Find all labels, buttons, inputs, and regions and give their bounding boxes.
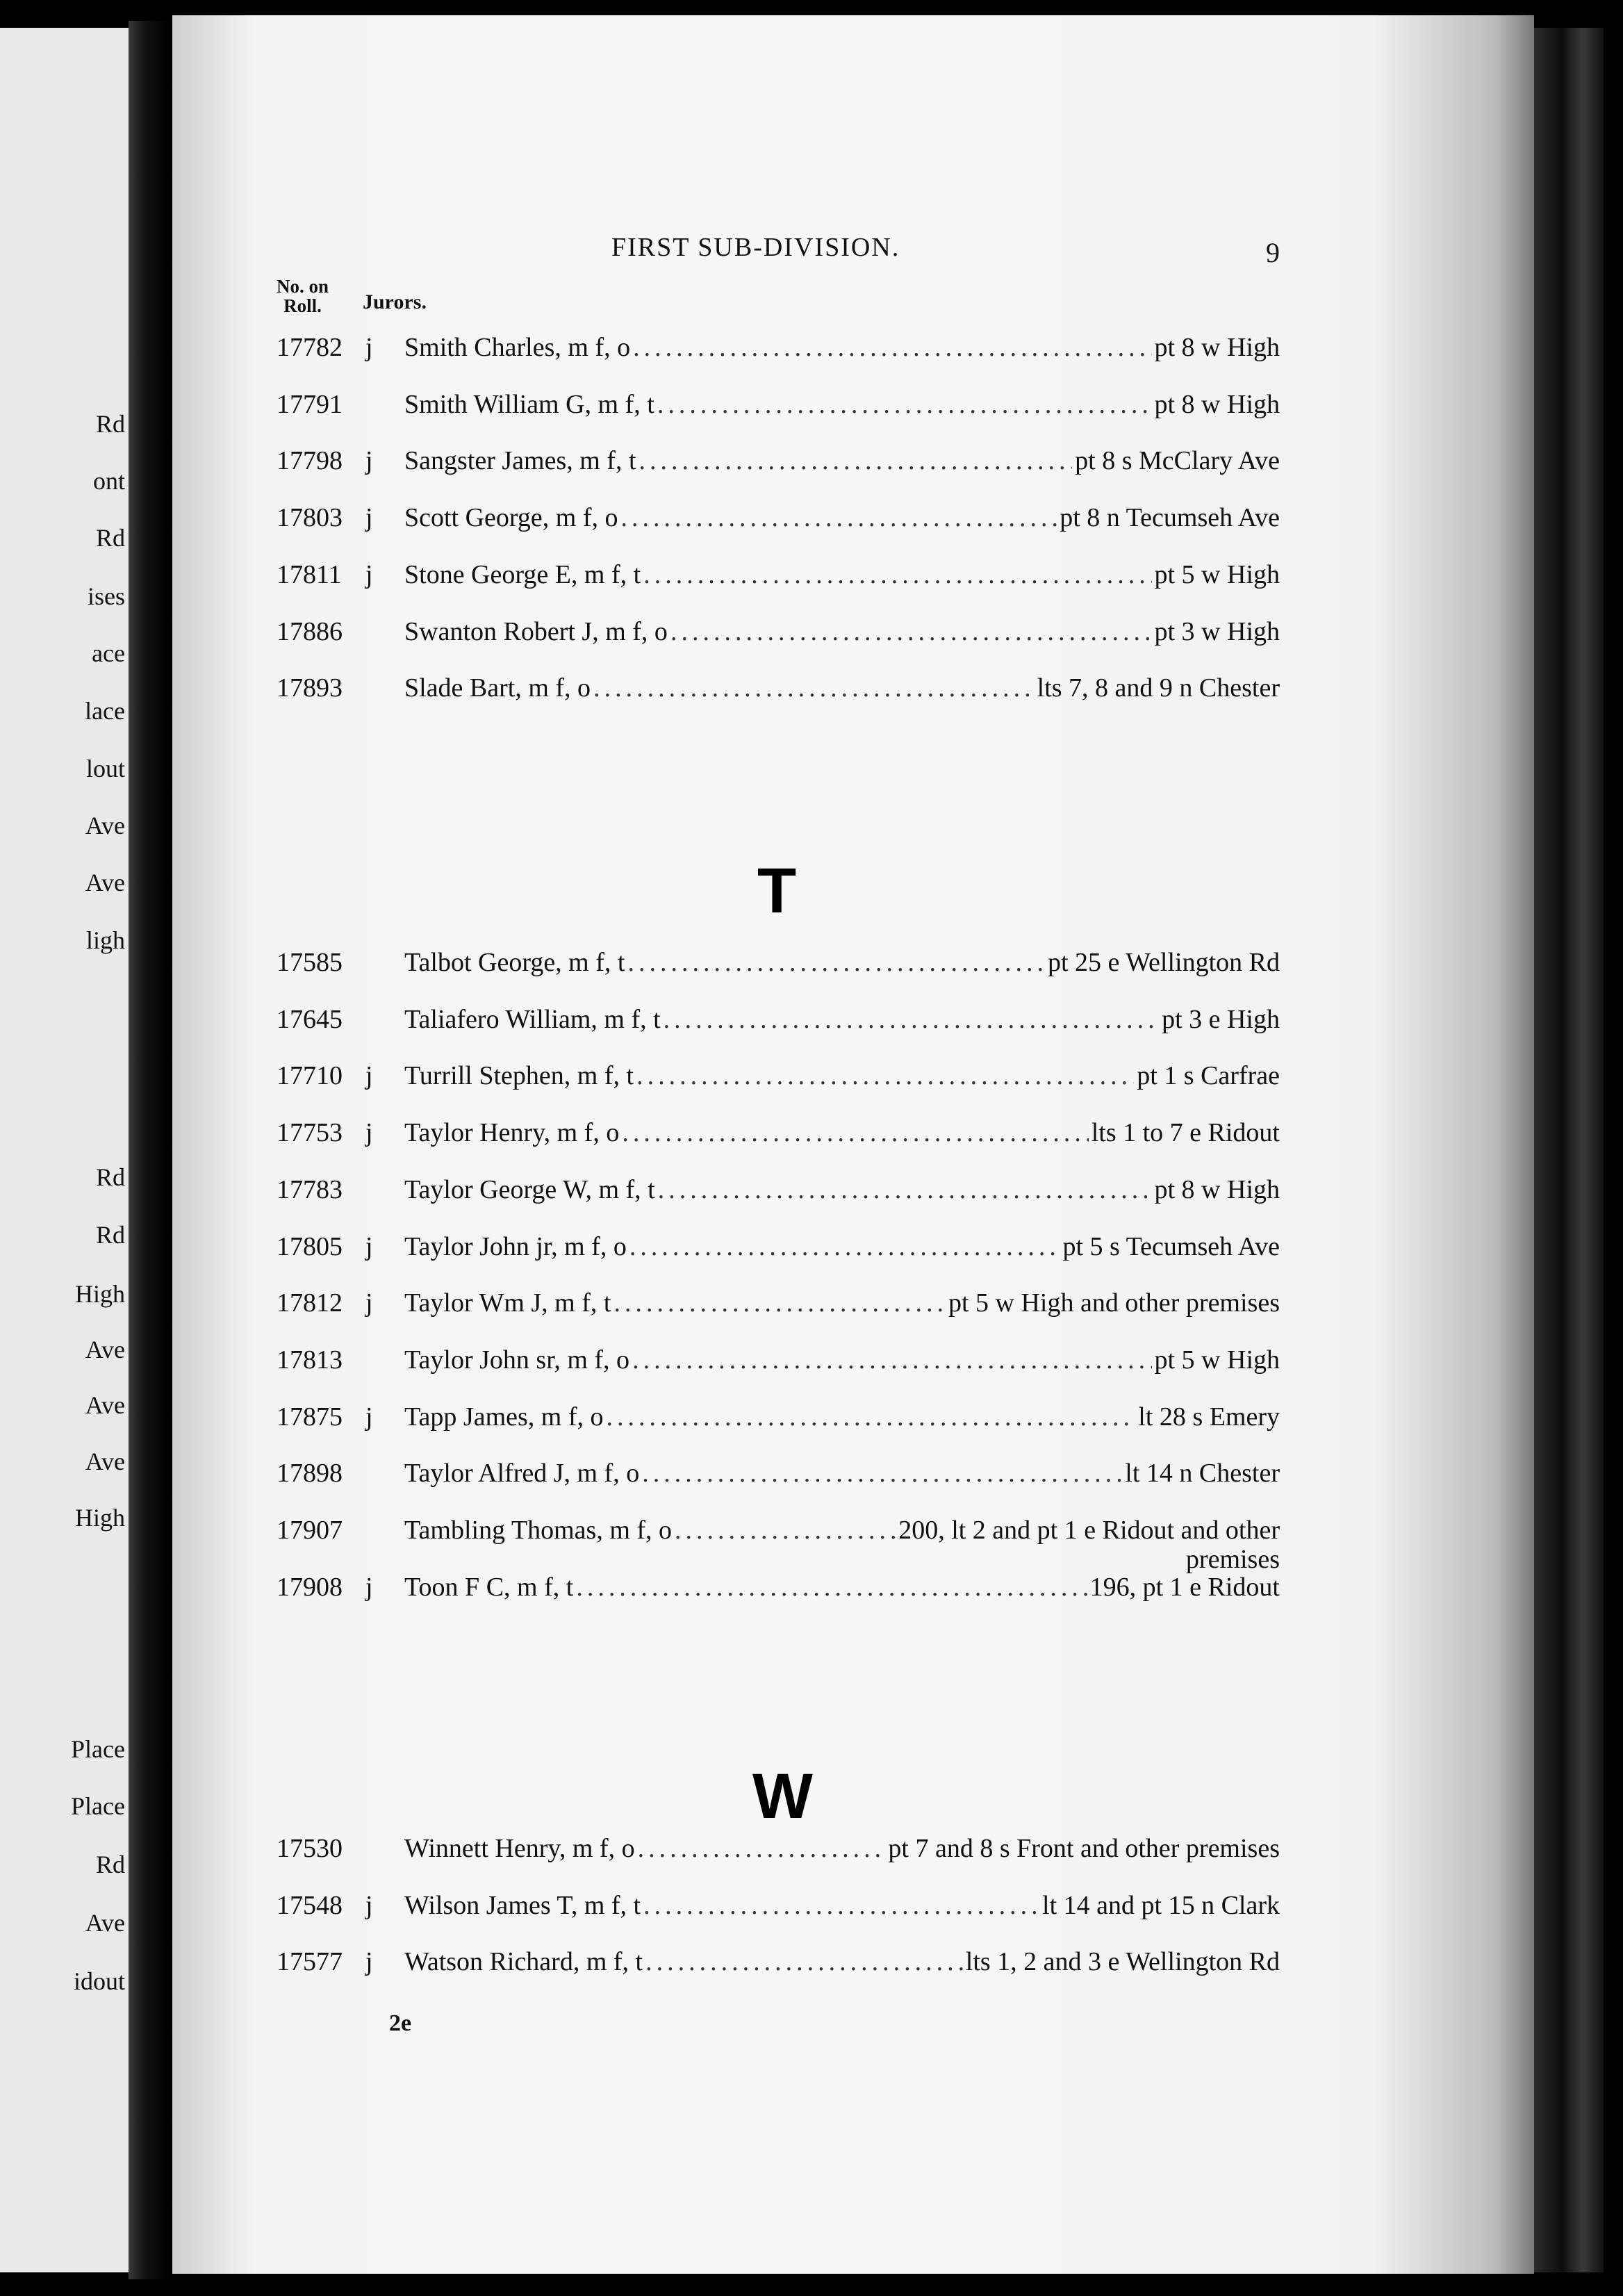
entry-body (404, 1402, 1280, 1432)
roll-number: 17811 (277, 559, 342, 589)
roll-number: 17803 (277, 503, 343, 533)
roll-number: 17907 (277, 1516, 343, 1545)
left-page-text-fragment: ace (92, 639, 125, 667)
entry-body (404, 1345, 1280, 1375)
roll-number: 17753 (277, 1118, 343, 1148)
entry-body (404, 1117, 1280, 1148)
property-description: pt 8 w High (1154, 1174, 1280, 1204)
property-description: lt 28 s Emery (1138, 1402, 1280, 1432)
elector-name: Taylor Alfred J, m f, o (404, 1459, 640, 1489)
property-description: pt 5 w High (1154, 1345, 1280, 1375)
left-page-text-fragment: Place (71, 1792, 125, 1820)
roll-entry (277, 1458, 1280, 1493)
property-description: pt 8 n Tecumseh Ave (1060, 503, 1280, 533)
roll-entry (277, 502, 1280, 537)
roll-entry (277, 1174, 1280, 1209)
elector-name: Sangster James, m f, t (404, 446, 636, 476)
property-description: pt 5 s Tecumseh Ave (1062, 1231, 1280, 1261)
property-description: lt 14 n Chester (1125, 1459, 1280, 1489)
entry-body (404, 559, 1280, 590)
roll-entry (277, 1060, 1280, 1095)
left-page-text-fragment: ont (92, 467, 125, 495)
roll-entry (277, 445, 1280, 480)
elector-name: Tambling Thomas, m f, o (404, 1516, 673, 1545)
roll-entry (277, 1833, 1280, 1868)
roll-number: 17782 (277, 333, 343, 362)
left-page-text-fragment: Rd (95, 1163, 125, 1191)
roll-number: 17893 (277, 673, 343, 703)
elector-name: Smith Charles, m f, o (404, 333, 631, 362)
entry-body (404, 1004, 1280, 1035)
entry-body (404, 673, 1280, 703)
property-description: pt 3 w High (1154, 616, 1280, 646)
roll-entry (277, 1515, 1280, 1574)
left-page-text-fragment: Ave (85, 1336, 125, 1363)
entry-body (404, 1288, 1280, 1318)
juror-mark: j (365, 1890, 373, 1920)
roll-entry (277, 1117, 1280, 1152)
juror-mark: j (365, 1231, 373, 1261)
left-page-text-fragment: Rd (95, 1221, 125, 1249)
left-page-text-fragment: Rd (95, 1851, 125, 1878)
juror-mark: j (365, 1572, 373, 1602)
roll-number: 17812 (277, 1288, 343, 1318)
juror-mark: j (365, 1288, 373, 1318)
column-header-roll-line1: No. on (277, 276, 329, 297)
entry-body (404, 1060, 1280, 1091)
elector-name: Wilson James T, m f, t (404, 1890, 641, 1920)
roll-number: 17530 (277, 1834, 343, 1863)
elector-name: Taylor Wm J, m f, t (404, 1288, 611, 1318)
property-description: lts 1 to 7 e Ridout (1091, 1118, 1280, 1148)
property-description: 196, pt 1 e Ridout (1089, 1572, 1280, 1602)
roll-number: 17577 (277, 1947, 343, 1977)
left-page-text-fragment: Ave (85, 1391, 125, 1419)
property-description: pt 7 and 8 s Front and other premises (888, 1834, 1280, 1863)
property-description: pt 8 w High (1154, 333, 1280, 362)
elector-name: Slade Bart, m f, o (404, 673, 591, 703)
juror-mark: j (365, 503, 373, 533)
dot-leader (627, 947, 1045, 978)
juror-mark: j (365, 446, 373, 476)
roll-entry (277, 1890, 1280, 1925)
roll-number: 17875 (277, 1402, 343, 1432)
dot-leader (638, 1833, 886, 1864)
left-page-text-fragment: Ave (85, 1448, 125, 1475)
dot-leader (664, 1004, 1159, 1035)
roll-entry (277, 389, 1280, 424)
entry-body (404, 947, 1280, 978)
roll-entry (277, 1946, 1280, 1981)
property-continuation: premises (1185, 1545, 1280, 1574)
property-description: pt 1 s Carfrae (1137, 1061, 1280, 1091)
roll-number: 17548 (277, 1890, 343, 1920)
juror-mark: j (365, 1402, 373, 1432)
section-letter-t: T (757, 855, 797, 926)
left-page-text-fragment: Rd (95, 410, 125, 438)
left-page-text-fragment: High (75, 1280, 125, 1308)
property-description: pt 8 w High (1154, 389, 1280, 419)
entry-body (404, 616, 1280, 647)
roll-number: 17585 (277, 948, 343, 977)
elector-name: Taylor John jr, m f, o (404, 1231, 627, 1261)
left-page-text-fragment: Ave (85, 1909, 125, 1937)
entry-body (404, 1572, 1280, 1602)
entry-body (404, 1946, 1280, 1977)
dot-leader (620, 502, 1057, 533)
roll-entry (277, 1572, 1280, 1607)
dot-leader (629, 1231, 1060, 1262)
book-gutter (129, 21, 170, 2279)
roll-entry (277, 947, 1280, 982)
dot-leader (645, 1946, 963, 1977)
dot-leader (670, 616, 1152, 647)
elector-name: Smith William G, m f, t (404, 389, 654, 419)
entry-body (404, 1458, 1280, 1489)
left-page-edge (0, 28, 129, 2272)
elector-name: Taliafero William, m f, t (404, 1004, 661, 1034)
section-letter-w: W (752, 1761, 813, 1832)
property-description: pt 5 w High and other premises (948, 1288, 1280, 1318)
left-page-text-fragment: ises (88, 582, 125, 610)
roll-entry (277, 332, 1280, 367)
elector-name: Toon F C, m f, t (404, 1572, 574, 1602)
entry-body (404, 502, 1280, 533)
property-description: pt 25 e Wellington Rd (1047, 948, 1280, 977)
elector-name: Swanton Robert J, m f, o (404, 616, 668, 646)
dot-leader (658, 1174, 1152, 1205)
roll-number: 17645 (277, 1004, 343, 1034)
left-page-text-fragment: Ave (85, 869, 125, 896)
left-page-text-fragment: Place (71, 1735, 125, 1763)
property-description: pt 5 w High (1154, 559, 1280, 589)
page-number: 9 (1266, 237, 1280, 268)
dot-leader (632, 1345, 1151, 1375)
dot-leader (643, 1890, 1039, 1921)
roll-number: 17710 (277, 1061, 343, 1091)
page-edge-shadow (1534, 28, 1604, 2272)
entry-body (404, 1174, 1280, 1205)
dot-leader (642, 1458, 1122, 1489)
juror-mark: j (365, 1061, 373, 1091)
dot-leader (593, 673, 1035, 703)
roll-entry (277, 616, 1280, 651)
roll-number: 17898 (277, 1459, 343, 1489)
juror-mark: j (365, 333, 373, 362)
dot-leader (639, 445, 1073, 476)
elector-name: Taylor George W, m f, t (404, 1174, 655, 1204)
elector-name: Taylor Henry, m f, o (404, 1118, 620, 1148)
entry-body (404, 445, 1280, 476)
dot-leader (675, 1515, 896, 1545)
dot-leader (636, 1060, 1134, 1091)
roll-entry (277, 1004, 1280, 1039)
juror-mark: j (365, 559, 373, 589)
dot-leader (657, 389, 1152, 420)
entry-body (404, 1515, 1280, 1545)
property-description: pt 3 e High (1162, 1004, 1280, 1034)
roll-number: 17783 (277, 1174, 343, 1204)
property-description: lts 7, 8 and 9 n Chester (1037, 673, 1280, 703)
juror-mark: j (365, 1947, 373, 1977)
elector-name: Watson Richard, m f, t (404, 1947, 643, 1977)
roll-number: 17813 (277, 1345, 343, 1375)
roll-number: 17805 (277, 1231, 343, 1261)
property-description: lt 14 and pt 15 n Clark (1042, 1890, 1280, 1920)
left-page-text-fragment: High (75, 1504, 125, 1532)
dot-leader (643, 559, 1151, 590)
roll-number: 17908 (277, 1572, 343, 1602)
column-header-jurors: Jurors. (363, 290, 427, 313)
dot-leader (607, 1402, 1136, 1432)
elector-name: Tapp James, m f, o (404, 1402, 604, 1432)
elector-name: Scott George, m f, o (404, 503, 618, 533)
roll-entry (277, 1288, 1280, 1322)
dot-leader (622, 1117, 1088, 1148)
elector-name: Turrill Stephen, m f, t (404, 1061, 634, 1091)
juror-mark: j (365, 1118, 373, 1148)
roll-entry (277, 559, 1280, 594)
left-page-text-fragment: Rd (95, 524, 125, 552)
roll-number: 17886 (277, 616, 343, 646)
elector-name: Talbot George, m f, t (404, 948, 625, 977)
roll-entry (277, 673, 1280, 707)
roll-entry (277, 1402, 1280, 1436)
printer-signature-mark: 2e (389, 2010, 412, 2036)
elector-name: Winnett Henry, m f, o (404, 1834, 635, 1863)
left-page-text-fragment: Ave (85, 812, 125, 839)
elector-name: Taylor John sr, m f, o (404, 1345, 630, 1375)
property-description: 200, lt 2 and pt 1 e Ridout and other (898, 1516, 1280, 1545)
entry-body (404, 389, 1280, 420)
left-page-text-fragment: ligh (85, 926, 125, 954)
property-description: pt 8 s McClary Ave (1075, 446, 1280, 476)
dot-leader (613, 1288, 946, 1318)
roll-number: 17798 (277, 446, 343, 476)
dot-leader (633, 332, 1151, 363)
entry-body (404, 1231, 1280, 1262)
property-description: lts 1, 2 and 3 e Wellington Rd (965, 1947, 1280, 1977)
entry-body (404, 1890, 1280, 1921)
dot-leader (576, 1572, 1087, 1602)
roll-entry (277, 1345, 1280, 1379)
page-title: FIRST SUB-DIVISION. (611, 233, 900, 262)
column-header-roll (277, 277, 329, 315)
left-page-text-fragment: lace (85, 697, 125, 725)
roll-number: 17791 (277, 389, 343, 419)
entry-body (404, 1833, 1280, 1864)
left-page-text-fragment: lout (85, 755, 125, 782)
column-header-roll-line2: Roll. (283, 295, 322, 316)
elector-name: Stone George E, m f, t (404, 559, 641, 589)
entry-body (404, 332, 1280, 363)
left-page-text-fragment: idout (73, 1967, 125, 1995)
roll-entry (277, 1231, 1280, 1266)
